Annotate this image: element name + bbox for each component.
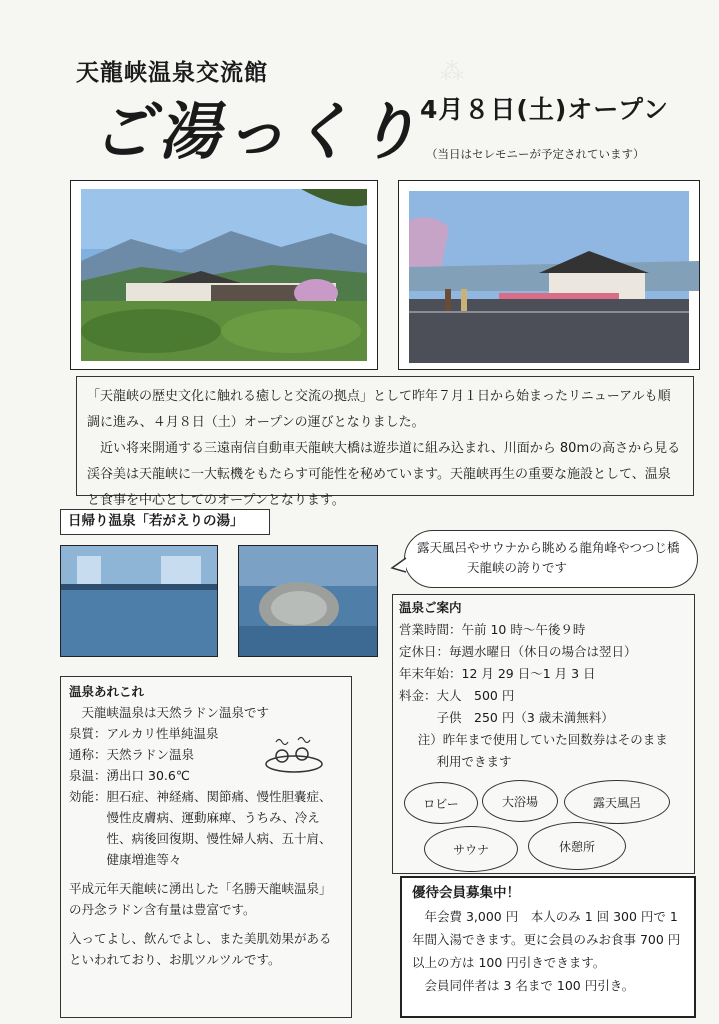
exterior-photo-garden — [70, 180, 378, 370]
facility-open-air-bath: 露天風呂 — [564, 780, 670, 824]
companion-discount: 会員同伴者は 3 名まで 100 円引き。 — [424, 978, 635, 993]
intro-paragraph-1: 「天龍峡の歴史文化に触れる癒しと交流の拠点」として昨年７月１日から始まったリニューアルも順調に進み、４月８日（土）オープンの運びとなりました。 — [87, 389, 671, 430]
bleed-through-text: ⁂ — [440, 58, 464, 86]
coupon-note-continued: 利用できます — [436, 754, 512, 769]
scenery-speech-bubble — [404, 530, 698, 588]
spa-guide-title: 温泉ご案内 — [399, 600, 462, 615]
spring-common-name-label: 通称： — [69, 747, 107, 762]
bubble-line-1: 露天風呂やサウナから眺める龍角峰やつつじ橋 — [417, 540, 680, 555]
outdoor-bath-photo — [238, 545, 378, 657]
exterior-photo-entrance — [398, 180, 700, 370]
radon-content-paragraph: 平成元年天龍峡に湧出した「名勝天龍峡温泉」の丹念ラドン含有量は豊富です。 — [69, 881, 332, 917]
hot-spring-facts — [60, 676, 352, 1018]
radon-lead: 天龍峡温泉は天然ラドン温泉です — [81, 705, 270, 720]
fee-row-adult — [399, 685, 688, 707]
intro-paragraph-2: 近い将来開通する三遠南信自動車天龍峡大橋は遊歩道に組み込まれ、川面から 80mの高さから見る渓谷美は天龍峡に一大転機をもたらす可能性を秘めています。天龍峡再生の重要な施設として、温泉と食事を中心としてのオープンとなります。 — [87, 441, 681, 508]
membership-details: 年会費 3,000 円 本人のみ 1 回 300 円で 1 年間入湯できます。更に会員のみお食事 700 円以上の方は 100 円引きできます。 — [412, 909, 681, 970]
fee-child: 子供 250 円（3 歳未満無料） — [436, 710, 614, 725]
membership-recruitment — [400, 876, 696, 1018]
spring-temperature-label: 泉温： — [69, 768, 107, 783]
spring-temperature-value: 湧出口 30.6℃ — [106, 768, 190, 783]
indoor-bath-photo — [60, 545, 218, 657]
bubble-line-2: 天龍峡の誇りです — [467, 560, 568, 575]
facility-rest-area: 休憩所 — [528, 822, 626, 870]
spring-common-name-value: 天然ラドン温泉 — [106, 747, 195, 762]
facility-sauna: サウナ — [424, 826, 518, 872]
facility-main-bath: 大浴場 — [482, 780, 558, 822]
facility-lobby: ロビー — [404, 782, 478, 824]
spring-quality-value: アルカリ性単純温泉 — [106, 726, 219, 741]
bather-illustration — [262, 734, 326, 776]
ceremony-note: （当日はセレモニーが予定されています） — [426, 147, 645, 161]
spring-quality-label: 泉質： — [69, 726, 107, 741]
day-bath-label: 日帰り温泉「若がえりの湯」 — [60, 509, 270, 535]
spring-benefits-label: 効能： — [69, 789, 107, 804]
membership-title: 優待会員募集中！ — [412, 885, 520, 901]
hot-spring-facts-title: 温泉あれこれ — [69, 684, 145, 699]
spring-benefits-value: 胆石症、神経痛、関節痛、慢性胆嚢症、慢性皮膚病、運動麻痺、うちみ、冷え性、病後回復期、慢性婦人病、五十肩、健康増進等々 — [106, 789, 332, 867]
closed-days: 定休日：毎週水曜日（休日の場合は翌日） — [399, 644, 637, 659]
opening-date: 4月８日(土)オープン — [420, 95, 669, 124]
new-year-closure: 年末年始：12 月 29 日～1 月 3 日 — [399, 666, 596, 681]
fee-label: 料金： — [399, 688, 437, 703]
introduction-text — [76, 376, 694, 508]
skin-benefit-paragraph: 入ってよし、飲んでよし、また美肌効果があるといわれており、お肌ツルツルです。 — [69, 931, 332, 967]
opening-hours: 営業時間：午前 10 時～午後９時 — [399, 622, 586, 637]
spring-benefits-row — [69, 786, 343, 870]
facility-subtitle: 天龍峡温泉交流館 — [76, 60, 268, 86]
facility-brand-name: ご湯っくり — [92, 95, 423, 168]
coupon-note: 注）昨年まで使用していた回数券はそのまま — [417, 732, 668, 747]
bubble-tail — [390, 556, 408, 576]
fee-adult: 大人 500 円 — [436, 688, 515, 703]
